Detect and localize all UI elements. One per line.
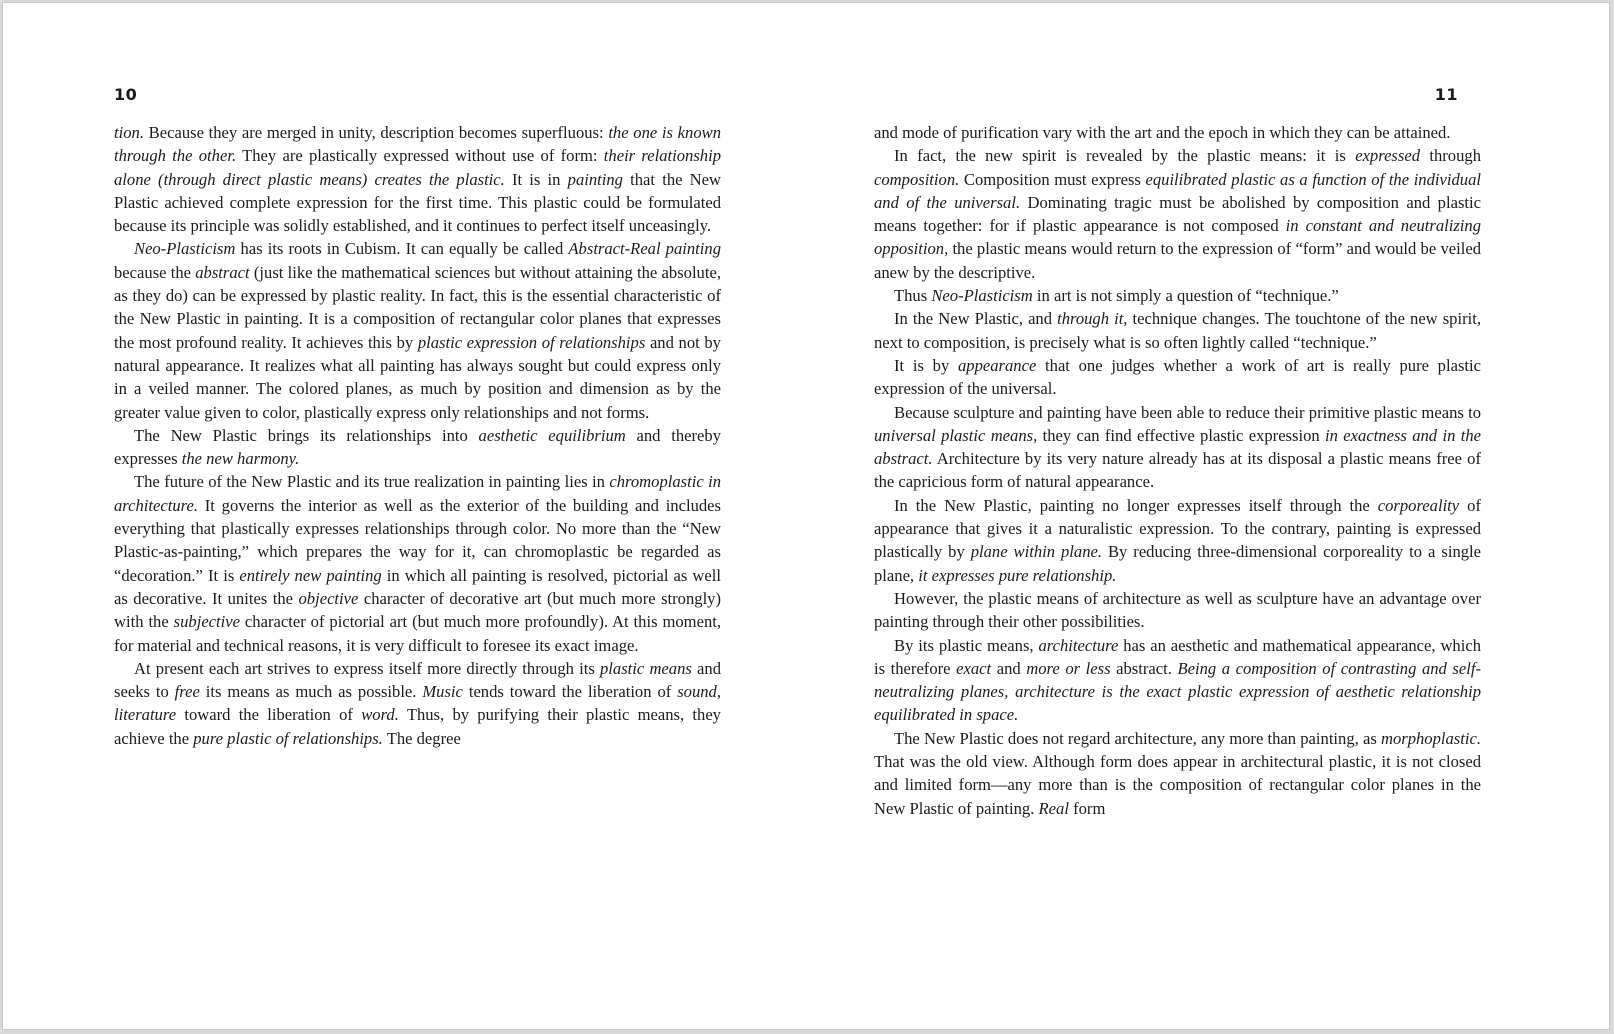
paragraph xyxy=(874,727,1481,820)
italic-text: Neo-Plasticism xyxy=(931,286,1033,306)
text-run: and xyxy=(991,658,1027,678)
text-run: through xyxy=(1420,146,1481,166)
paragraph xyxy=(874,634,1481,727)
text-run: they can find effective plastic expression xyxy=(1037,425,1326,445)
text-run: It governs the interior as well as the exterior of the building and includes everything that plastically expresses relationships through color. No more than the “New Plastic-as-painting,” which prepares the way for it, can chromoplastic be regarded as “decoration.” It is xyxy=(114,495,721,585)
text-run: because the xyxy=(114,262,196,282)
text-run: By its plastic means, xyxy=(894,635,1039,655)
italic-text: morphoplastic. xyxy=(1380,728,1481,748)
italic-text: Abstract-Real painting xyxy=(568,239,721,259)
italic-text: plastic expression of relationships xyxy=(417,332,646,352)
italic-text: entirely new painting xyxy=(239,565,382,585)
text-run: In the New Plastic, painting no longer expresses itself through the xyxy=(894,495,1378,515)
text-run: By reducing three-dimensional corporeality to a single plane, xyxy=(874,542,1482,585)
paragraph xyxy=(874,401,1481,494)
italic-text: the new harmony. xyxy=(181,449,300,469)
right-page xyxy=(807,3,1611,1029)
italic-text: plane within plane. xyxy=(970,542,1103,562)
italic-text: aesthetic equilibrium xyxy=(478,425,626,445)
italic-text: in exactness and in the abstract. xyxy=(874,425,1481,469)
text-run: At present each art strives to express itself more directly through its xyxy=(134,658,600,678)
text-run: toward the liberation of xyxy=(176,705,362,725)
paragraph xyxy=(114,470,721,656)
text-run: The New Plastic brings its relationships into xyxy=(134,425,479,445)
italic-text: pure plastic of relationships. xyxy=(193,728,383,748)
text-run: Architecture by its very nature already has at its disposal a plastic means free of the capricious form of natural appearance. xyxy=(874,449,1481,492)
italic-text: universal plastic means, xyxy=(874,425,1038,445)
italic-text: corporeality xyxy=(1377,495,1460,515)
text-run: (just like the mathematical sciences but without attaining the absolute, as they do) can be expressed by plastic reality. In fact, this is the essential characteristic of the New Plastic in painting. It is a composition of rectangular color planes that expresses the most profound reality. It achieves this by xyxy=(114,262,721,352)
italic-text: expressed xyxy=(1355,146,1421,166)
text-run: Dominating tragic must be abolished by composition and plastic means together: for if plastic appearance is not composed xyxy=(874,192,1481,236)
italic-text: exact xyxy=(956,658,992,678)
text-run: form xyxy=(1068,798,1106,818)
text-run: Thus, by purifying their plastic means, they achieve the xyxy=(114,705,721,748)
text-run: tends toward the liberation of xyxy=(462,682,678,702)
text-run: and not by natural appearance. It realizes what all painting has always sought but could express only in a veiled manner. The colored planes, as much by position and dimension as by the greater value given to color, plastically express only relationships and not forms. xyxy=(114,332,721,422)
italic-text: composition. xyxy=(874,169,960,189)
italic-text: equilibrated plastic as a function of the individual and of the universal. xyxy=(874,169,1481,212)
text-run: its means as much as possible. xyxy=(199,682,423,702)
text-run: They are plastically expressed without use of form: xyxy=(236,146,604,166)
text-run: abstract. xyxy=(1110,658,1178,678)
text-run: character of decorative art (but much more strongly) with the xyxy=(114,588,721,632)
italic-text: abstract xyxy=(195,262,250,282)
text-run: That was the old view. Although form does appear in architectural plastic, it is not closed and limited form—any more than is the composition of rectangular color planes in the New Plastic of painting. xyxy=(874,752,1481,818)
text-run: In the New Plastic, and xyxy=(894,309,1058,329)
text-run: has an aesthetic and mathematical appearance, which is therefore xyxy=(874,635,1481,678)
italic-text: free xyxy=(174,682,200,702)
paragraph xyxy=(874,121,1481,144)
text-run: the plastic means would return to the expression of “form” and would be veiled anew by the descriptive. xyxy=(874,239,1481,282)
text-run: character of pictorial art (but much more profoundly). At this moment, for material and technical reasons, it is very difficult to foresee its exact image. xyxy=(114,612,721,655)
text-run: However, the plastic means of architecture as well as sculpture have an advantage over painting through their other possibilities. xyxy=(874,588,1481,632)
italic-text: the one is known through the other. xyxy=(114,123,721,166)
paragraph xyxy=(874,144,1481,284)
italic-text: in constant and neutralizing opposition, xyxy=(874,216,1481,259)
paragraph xyxy=(874,587,1481,634)
italic-text: chromoplastic in architecture. xyxy=(114,472,721,515)
paragraph xyxy=(874,284,1481,307)
italic-text: Real xyxy=(1038,798,1069,818)
text-run: The degree xyxy=(382,728,461,748)
text-run: It is in xyxy=(504,169,568,189)
paragraph xyxy=(874,494,1481,587)
italic-text: subjective xyxy=(173,612,240,632)
text-run: that the New Plastic achieved complete expression for the first time. This plastic could be formulated because its principle was solidly established, and it continues to perfect itself unceasingly. xyxy=(114,169,721,236)
italic-text: it expresses pure relationship. xyxy=(918,565,1117,585)
paragraph xyxy=(114,657,721,750)
text-run: In fact, the new spirit is revealed by the plastic means: it is xyxy=(894,146,1356,166)
text-run: The New Plastic does not regard architecture, any more than painting, as xyxy=(894,728,1381,748)
italic-text: sound, literature xyxy=(114,682,721,725)
text-run: in which all painting is resolved, pictorial as well as decorative. It unites the xyxy=(114,565,721,608)
text-run: and mode of purification vary with the art and the epoch in which they can be attained. xyxy=(874,123,1451,142)
paragraph xyxy=(874,307,1481,354)
italic-text: appearance xyxy=(957,355,1037,375)
text-run: Thus xyxy=(894,286,932,306)
italic-text: architecture xyxy=(1038,635,1119,655)
text-run: in art is not simply a question of “technique.” xyxy=(1032,286,1339,306)
page-number: 11 xyxy=(1434,85,1458,104)
text-run: It is by xyxy=(894,355,958,375)
italic-text: objective xyxy=(298,588,359,608)
italic-text: painting xyxy=(567,169,623,189)
italic-text: more or less xyxy=(1026,658,1111,678)
text-run: technique changes. The touchtone of the new spirit, next to composition, is precisely what is so often lightly called “technique.” xyxy=(874,309,1481,352)
italic-text: tion. xyxy=(114,123,144,142)
paragraph xyxy=(114,424,721,471)
text-run: that one judges whether a work of art is really pure plastic expression of the universal. xyxy=(874,355,1481,399)
italic-text: through it, xyxy=(1057,309,1128,329)
page-number: 10 xyxy=(114,85,138,104)
text-run: and thereby expresses xyxy=(114,425,721,469)
text-run: The future of the New Plastic and its true realization in painting lies in xyxy=(134,472,610,492)
body-text xyxy=(874,121,1481,820)
body-text xyxy=(114,121,721,750)
text-run: Because sculpture and painting have been able to reduce their primitive plastic means to xyxy=(894,402,1481,422)
italic-text: plastic means xyxy=(600,658,692,678)
text-run: and seeks to xyxy=(114,658,721,702)
italic-text: Being a composition of contrasting and self-neutralizing planes, architecture is the exact plastic expression of aesthetic relationship equilibrated in space. xyxy=(874,658,1482,725)
italic-text: Neo-Plasticism xyxy=(134,239,236,259)
italic-text: their relationship alone (through direct plastic means) creates the plastic. xyxy=(114,146,722,189)
text-run: Composition must express xyxy=(959,169,1146,189)
left-page xyxy=(3,3,807,1029)
book-spread xyxy=(2,2,1610,1030)
italic-text: Music xyxy=(422,682,463,702)
paragraph xyxy=(114,121,721,237)
paragraph xyxy=(874,354,1481,401)
paragraph xyxy=(114,237,721,423)
italic-text: word. xyxy=(361,705,399,725)
text-run: of appearance that gives it a naturalistic expression. To the contrary, painting is expressed plastically by xyxy=(874,495,1481,562)
text-run: has its roots in Cubism. It can equally be called xyxy=(235,239,569,259)
text-run: Because they are merged in unity, description becomes superfluous: xyxy=(143,123,609,142)
